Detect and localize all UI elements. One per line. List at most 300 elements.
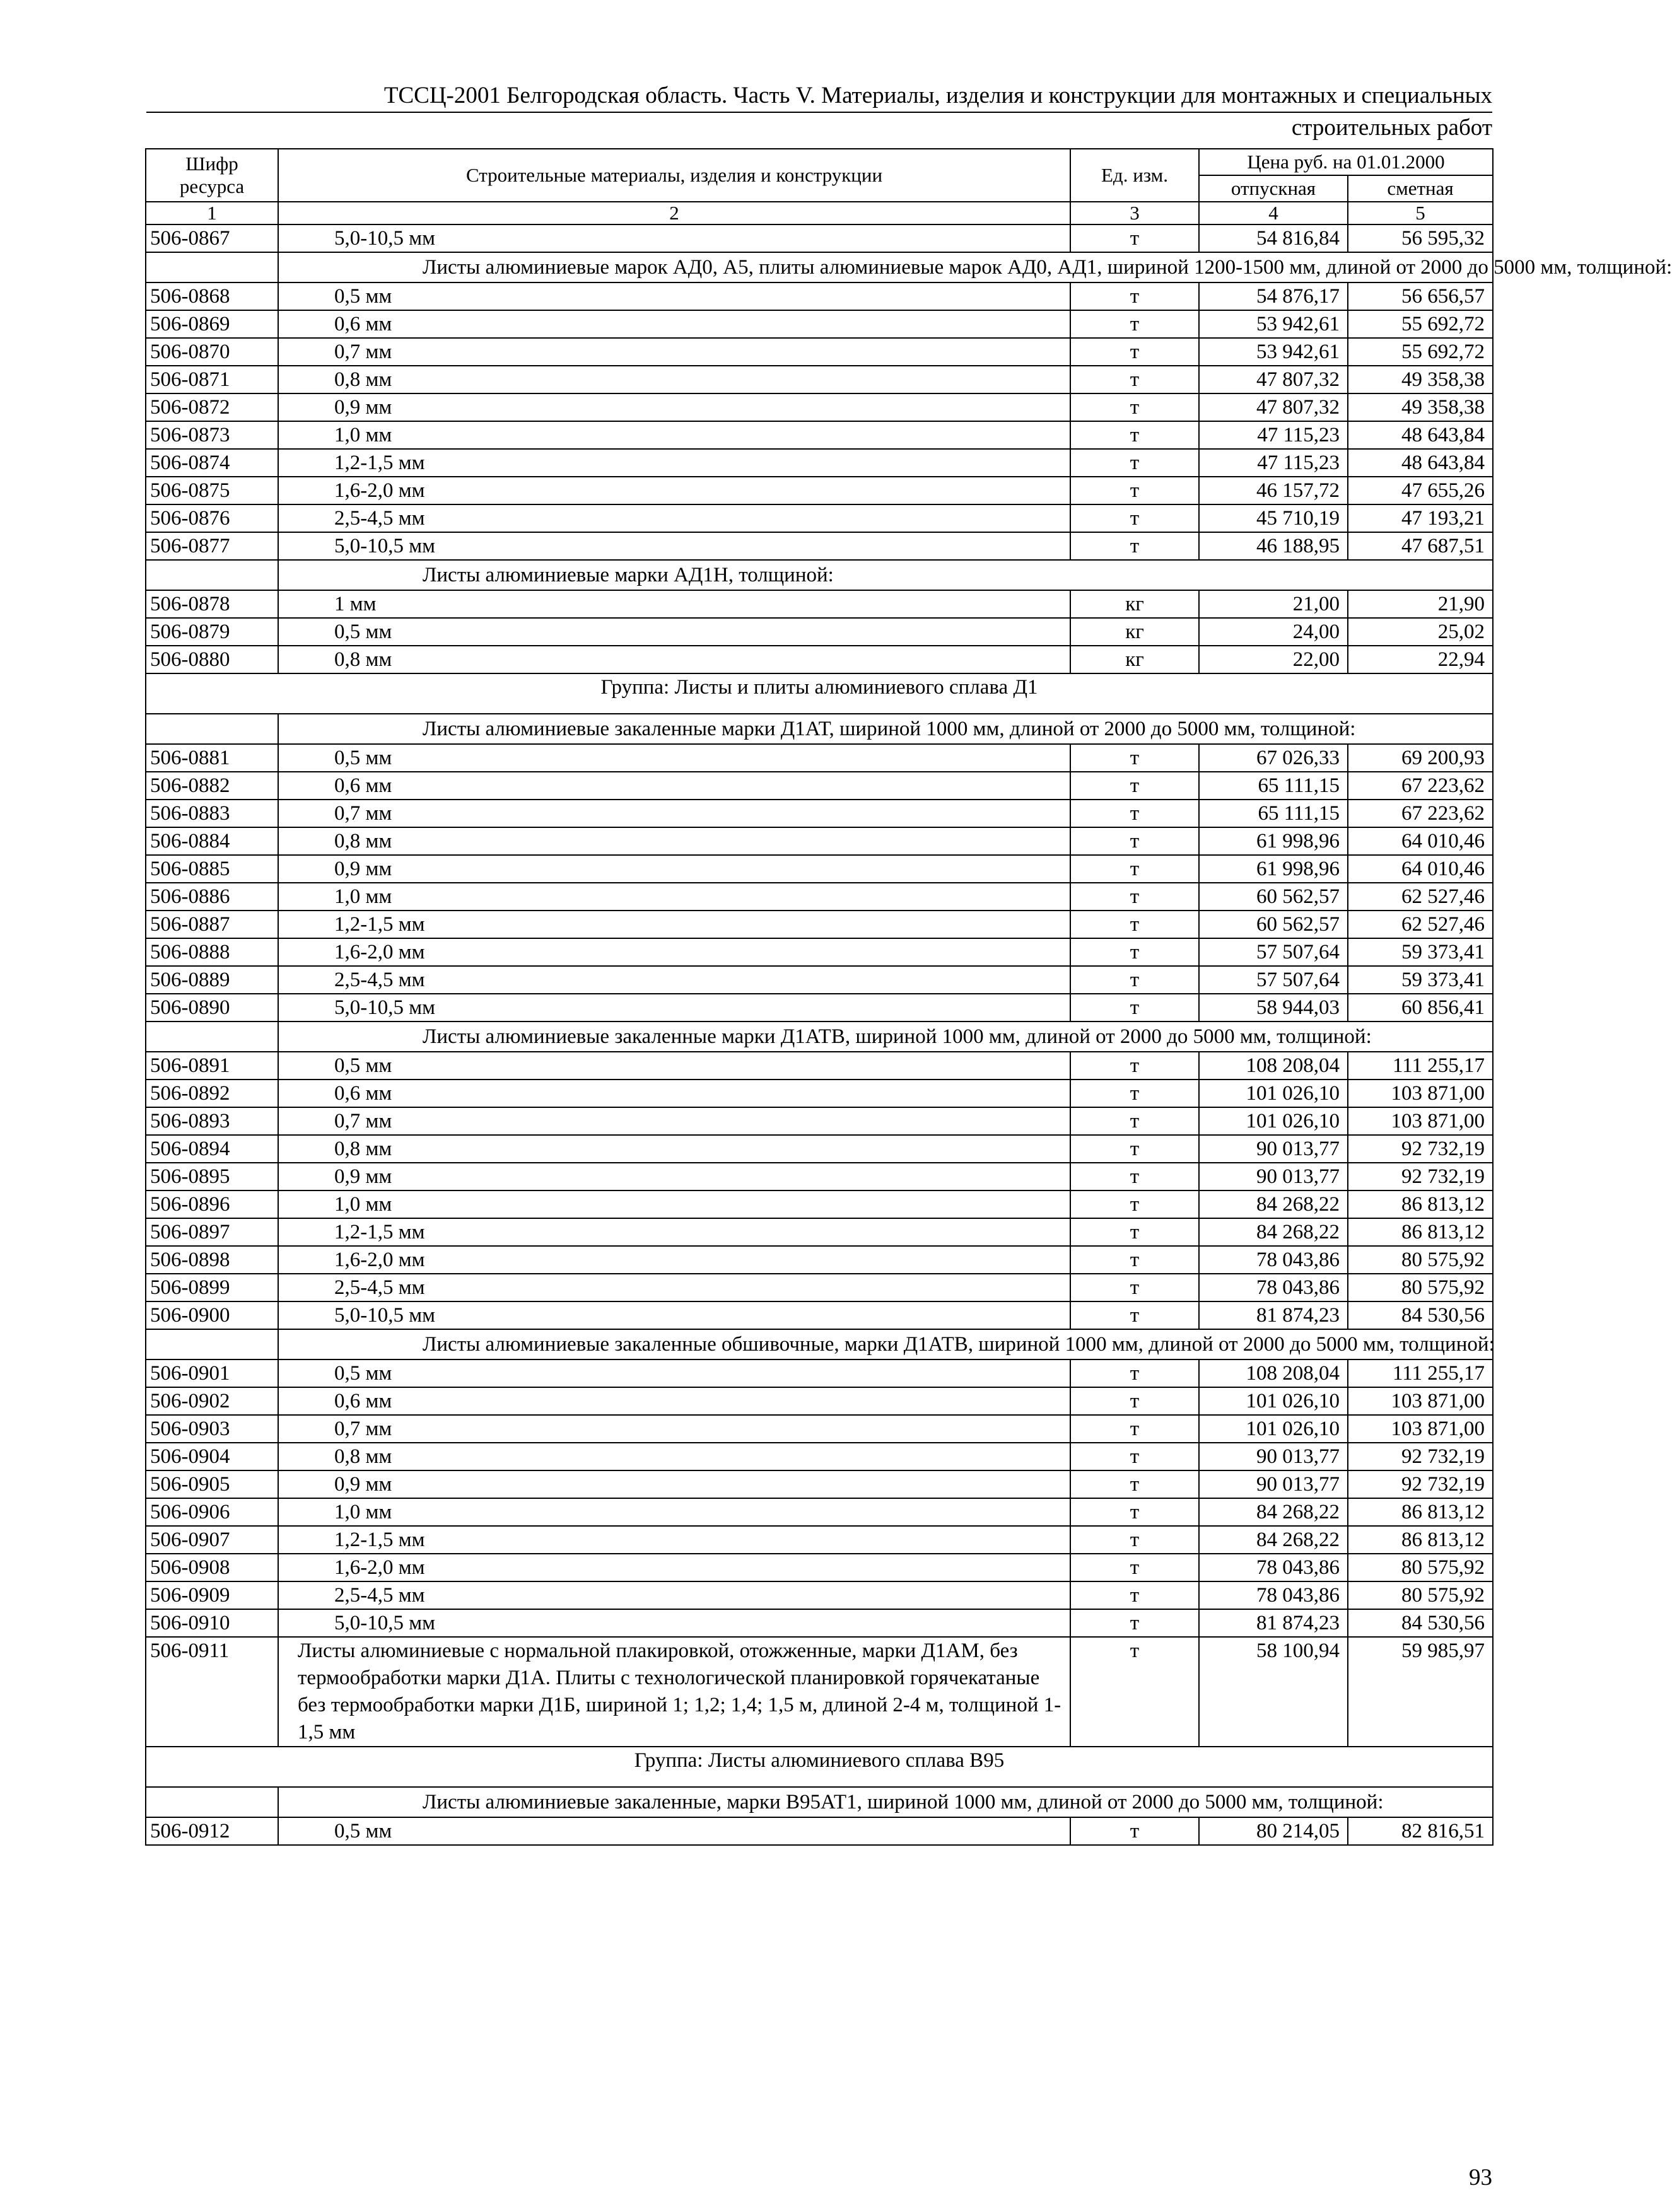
estimate-price: 56 656,57 bbox=[1348, 282, 1493, 310]
unit-of-measure: т bbox=[1070, 1246, 1199, 1274]
unit-of-measure: т bbox=[1070, 883, 1199, 911]
unit-of-measure: т bbox=[1070, 1359, 1199, 1387]
material-name: 0,6 мм bbox=[278, 1387, 1070, 1415]
resource-code: 506-0886 bbox=[146, 883, 278, 911]
section-heading: Листы алюминиевые марок АД0, А5, плиты алюминиевые марок АД0, АД1, шириной 1200-1500 мм, длиной от 2000 до 5000 мм, толщиной: bbox=[278, 252, 1493, 282]
release-price: 61 998,96 bbox=[1199, 855, 1348, 883]
estimate-price: 92 732,19 bbox=[1348, 1135, 1493, 1163]
estimate-price: 103 871,00 bbox=[1348, 1415, 1493, 1443]
resource-code: 506-0892 bbox=[146, 1080, 278, 1107]
release-price: 57 507,64 bbox=[1199, 938, 1348, 966]
resource-code: 506-0873 bbox=[146, 421, 278, 449]
table-row bbox=[146, 532, 1493, 560]
unit-of-measure: т bbox=[1070, 800, 1199, 827]
release-price: 53 942,61 bbox=[1199, 338, 1348, 366]
estimate-price: 103 871,00 bbox=[1348, 1387, 1493, 1415]
unit-of-measure: т bbox=[1070, 827, 1199, 855]
material-name: 0,8 мм bbox=[278, 1135, 1070, 1163]
resource-code: 506-0876 bbox=[146, 504, 278, 532]
material-name: 0,5 мм bbox=[278, 1359, 1070, 1387]
release-price: 90 013,77 bbox=[1199, 1443, 1348, 1470]
resource-code: 506-0880 bbox=[146, 646, 278, 673]
col-header-unit: Ед. изм. bbox=[1070, 149, 1199, 202]
unit-of-measure: т bbox=[1070, 1052, 1199, 1080]
col-number: 4 bbox=[1199, 202, 1348, 224]
table-row bbox=[146, 421, 1493, 449]
resource-code: 506-0879 bbox=[146, 618, 278, 646]
release-price: 65 111,15 bbox=[1199, 772, 1348, 800]
estimate-price: 92 732,19 bbox=[1348, 1470, 1493, 1498]
unit-of-measure: т bbox=[1070, 966, 1199, 994]
resource-code: 506-0881 bbox=[146, 744, 278, 772]
resource-code: 506-0874 bbox=[146, 449, 278, 477]
material-name: 1,2-1,5 мм bbox=[278, 1526, 1070, 1554]
section-heading: Листы алюминиевые закаленные марки Д1АТВ, шириной 1000 мм, длиной от 2000 до 5000 мм, толщиной: bbox=[278, 1022, 1493, 1052]
material-name: 0,5 мм bbox=[278, 744, 1070, 772]
resource-code: 506-0878 bbox=[146, 590, 278, 618]
unit-of-measure: т bbox=[1070, 282, 1199, 310]
col-number: 3 bbox=[1070, 202, 1199, 224]
release-price: 58 100,94 bbox=[1199, 1637, 1348, 1747]
table-row bbox=[146, 1526, 1493, 1554]
table-row bbox=[146, 646, 1493, 673]
release-price: 101 026,10 bbox=[1199, 1415, 1348, 1443]
unit-of-measure: т bbox=[1070, 911, 1199, 938]
unit-of-measure: т bbox=[1070, 1526, 1199, 1554]
resource-code: 506-0869 bbox=[146, 310, 278, 338]
table-row bbox=[146, 911, 1493, 938]
resource-code: 506-0888 bbox=[146, 938, 278, 966]
estimate-price: 84 530,56 bbox=[1348, 1301, 1493, 1329]
table-row bbox=[146, 393, 1493, 421]
table-row bbox=[146, 1817, 1493, 1845]
section-blank-cell bbox=[146, 560, 278, 590]
section-heading: Листы алюминиевые закаленные, марки В95АТ1, шириной 1000 мм, длиной от 2000 до 5000 мм, толщиной: bbox=[278, 1787, 1493, 1817]
unit-of-measure: т bbox=[1070, 421, 1199, 449]
resource-code: 506-0902 bbox=[146, 1387, 278, 1415]
table-row bbox=[146, 1052, 1493, 1080]
unit-of-measure: т bbox=[1070, 1190, 1199, 1218]
material-name: 1,6-2,0 мм bbox=[278, 477, 1070, 504]
table-row bbox=[146, 855, 1493, 883]
table-row bbox=[146, 1581, 1493, 1609]
material-name: 0,5 мм bbox=[278, 1817, 1070, 1845]
section-blank-cell bbox=[146, 1022, 278, 1052]
material-name: 0,9 мм bbox=[278, 1470, 1070, 1498]
resource-code: 506-0877 bbox=[146, 532, 278, 560]
material-name: 0,5 мм bbox=[278, 1052, 1070, 1080]
unit-of-measure: т bbox=[1070, 994, 1199, 1022]
estimate-price: 64 010,46 bbox=[1348, 855, 1493, 883]
section-blank-cell bbox=[146, 714, 278, 744]
table-row bbox=[146, 883, 1493, 911]
release-price: 58 944,03 bbox=[1199, 994, 1348, 1022]
resource-code: 506-0911 bbox=[146, 1637, 278, 1747]
release-price: 108 208,04 bbox=[1199, 1359, 1348, 1387]
estimate-price: 62 527,46 bbox=[1348, 883, 1493, 911]
unit-of-measure: т bbox=[1070, 1443, 1199, 1470]
release-price: 47 807,32 bbox=[1199, 366, 1348, 393]
material-name: 0,6 мм bbox=[278, 1080, 1070, 1107]
section-row bbox=[146, 1329, 1493, 1359]
table-row bbox=[146, 1301, 1493, 1329]
material-name: 2,5-4,5 мм bbox=[278, 966, 1070, 994]
material-name: 0,6 мм bbox=[278, 310, 1070, 338]
resource-code: 506-0895 bbox=[146, 1163, 278, 1190]
material-name: 0,8 мм bbox=[278, 827, 1070, 855]
estimate-price: 86 813,12 bbox=[1348, 1498, 1493, 1526]
material-name: 0,9 мм bbox=[278, 1163, 1070, 1190]
table-row bbox=[146, 366, 1493, 393]
material-name: 1,0 мм bbox=[278, 1190, 1070, 1218]
estimate-price: 67 223,62 bbox=[1348, 800, 1493, 827]
resource-code: 506-0896 bbox=[146, 1190, 278, 1218]
group-row bbox=[146, 1747, 1493, 1787]
table-row bbox=[146, 1274, 1493, 1301]
table-row bbox=[146, 994, 1493, 1022]
material-name: 0,7 мм bbox=[278, 338, 1070, 366]
unit-of-measure: т bbox=[1070, 393, 1199, 421]
table-row bbox=[146, 1107, 1493, 1135]
unit-of-measure: т bbox=[1070, 1135, 1199, 1163]
release-price: 81 874,23 bbox=[1199, 1609, 1348, 1637]
material-name: 1 мм bbox=[278, 590, 1070, 618]
table-row bbox=[146, 1135, 1493, 1163]
estimate-price: 49 358,38 bbox=[1348, 393, 1493, 421]
release-price: 45 710,19 bbox=[1199, 504, 1348, 532]
resource-code: 506-0907 bbox=[146, 1526, 278, 1554]
release-price: 54 876,17 bbox=[1199, 282, 1348, 310]
release-price: 101 026,10 bbox=[1199, 1080, 1348, 1107]
resource-code: 506-0908 bbox=[146, 1554, 278, 1581]
table-row bbox=[146, 224, 1493, 252]
unit-of-measure: т bbox=[1070, 338, 1199, 366]
col-number: 5 bbox=[1348, 202, 1493, 224]
material-name: 0,7 мм bbox=[278, 1107, 1070, 1135]
release-price: 84 268,22 bbox=[1199, 1190, 1348, 1218]
page-number: 93 bbox=[1469, 2165, 1492, 2191]
unit-of-measure: т bbox=[1070, 1387, 1199, 1415]
release-price: 57 507,64 bbox=[1199, 966, 1348, 994]
material-name: 5,0-10,5 мм bbox=[278, 532, 1070, 560]
estimate-price: 60 856,41 bbox=[1348, 994, 1493, 1022]
table-row bbox=[146, 282, 1493, 310]
release-price: 53 942,61 bbox=[1199, 310, 1348, 338]
release-price: 84 268,22 bbox=[1199, 1498, 1348, 1526]
unit-of-measure: т bbox=[1070, 1080, 1199, 1107]
table-row bbox=[146, 1637, 1493, 1747]
estimate-price: 56 595,32 bbox=[1348, 224, 1493, 252]
unit-of-measure: т bbox=[1070, 938, 1199, 966]
resource-code: 506-0904 bbox=[146, 1443, 278, 1470]
material-name: 0,8 мм bbox=[278, 366, 1070, 393]
unit-of-measure: т bbox=[1070, 1415, 1199, 1443]
section-heading: Листы алюминиевые закаленные обшивочные, марки Д1АТВ, шириной 1000 мм, длиной от 2000 до 5000 мм, толщиной: bbox=[278, 1329, 1493, 1359]
estimate-price: 69 200,93 bbox=[1348, 744, 1493, 772]
unit-of-measure: т bbox=[1070, 1498, 1199, 1526]
release-price: 78 043,86 bbox=[1199, 1581, 1348, 1609]
price-table bbox=[145, 148, 1672, 1846]
resource-code: 506-0894 bbox=[146, 1135, 278, 1163]
table-row bbox=[146, 772, 1493, 800]
release-price: 78 043,86 bbox=[1199, 1246, 1348, 1274]
estimate-price: 82 816,51 bbox=[1348, 1817, 1493, 1845]
estimate-price: 64 010,46 bbox=[1348, 827, 1493, 855]
estimate-price: 80 575,92 bbox=[1348, 1554, 1493, 1581]
col-header-name: Строительные материалы, изделия и конструкции bbox=[278, 149, 1070, 202]
estimate-price: 103 871,00 bbox=[1348, 1080, 1493, 1107]
unit-of-measure: т bbox=[1070, 1470, 1199, 1498]
unit-of-measure: кг bbox=[1070, 590, 1199, 618]
release-price: 81 874,23 bbox=[1199, 1301, 1348, 1329]
table-row bbox=[146, 1359, 1493, 1387]
unit-of-measure: т bbox=[1070, 224, 1199, 252]
material-name: 5,0-10,5 мм bbox=[278, 1301, 1070, 1329]
resource-code: 506-0884 bbox=[146, 827, 278, 855]
resource-code: 506-0868 bbox=[146, 282, 278, 310]
resource-code: 506-0889 bbox=[146, 966, 278, 994]
resource-code: 506-0901 bbox=[146, 1359, 278, 1387]
release-price: 78 043,86 bbox=[1199, 1274, 1348, 1301]
material-name: 1,6-2,0 мм bbox=[278, 1246, 1070, 1274]
estimate-price: 48 643,84 bbox=[1348, 421, 1493, 449]
release-price: 101 026,10 bbox=[1199, 1387, 1348, 1415]
unit-of-measure: т bbox=[1070, 1218, 1199, 1246]
unit-of-measure: т bbox=[1070, 532, 1199, 560]
material-name: 5,0-10,5 мм bbox=[278, 224, 1070, 252]
group-heading: Группа: Листы и плиты алюминиевого сплава Д1 bbox=[146, 673, 1493, 714]
col-number: 1 bbox=[146, 202, 278, 224]
col-number: 2 bbox=[278, 202, 1070, 224]
release-price: 67 026,33 bbox=[1199, 744, 1348, 772]
release-price: 46 188,95 bbox=[1199, 532, 1348, 560]
unit-of-measure: кг bbox=[1070, 646, 1199, 673]
unit-of-measure: т bbox=[1070, 310, 1199, 338]
table-row bbox=[146, 590, 1493, 618]
release-price: 24,00 bbox=[1199, 618, 1348, 646]
table-row bbox=[146, 1498, 1493, 1526]
release-price: 90 013,77 bbox=[1199, 1163, 1348, 1190]
release-price: 65 111,15 bbox=[1199, 800, 1348, 827]
table-row bbox=[146, 449, 1493, 477]
unit-of-measure: т bbox=[1070, 477, 1199, 504]
table-row bbox=[146, 1387, 1493, 1415]
table-row bbox=[146, 800, 1493, 827]
resource-code: 506-0882 bbox=[146, 772, 278, 800]
unit-of-measure: т bbox=[1070, 1274, 1199, 1301]
resource-code: 506-0897 bbox=[146, 1218, 278, 1246]
section-row bbox=[146, 1787, 1493, 1817]
material-name: 1,0 мм bbox=[278, 1498, 1070, 1526]
resource-code: 506-0871 bbox=[146, 366, 278, 393]
material-name: 0,8 мм bbox=[278, 646, 1070, 673]
resource-code: 506-0900 bbox=[146, 1301, 278, 1329]
table-row bbox=[146, 1246, 1493, 1274]
release-price: 47 807,32 bbox=[1199, 393, 1348, 421]
estimate-price: 55 692,72 bbox=[1348, 338, 1493, 366]
unit-of-measure: т bbox=[1070, 504, 1199, 532]
table-row bbox=[146, 827, 1493, 855]
resource-code: 506-0906 bbox=[146, 1498, 278, 1526]
estimate-price: 59 985,97 bbox=[1348, 1637, 1493, 1747]
release-price: 47 115,23 bbox=[1199, 449, 1348, 477]
resource-code: 506-0887 bbox=[146, 911, 278, 938]
resource-code: 506-0909 bbox=[146, 1581, 278, 1609]
estimate-price: 86 813,12 bbox=[1348, 1190, 1493, 1218]
unit-of-measure: т bbox=[1070, 1107, 1199, 1135]
resource-code: 506-0867 bbox=[146, 224, 278, 252]
table-row bbox=[146, 1190, 1493, 1218]
table-row bbox=[146, 1415, 1493, 1443]
release-price: 90 013,77 bbox=[1199, 1470, 1348, 1498]
table-row bbox=[146, 1470, 1493, 1498]
material-name: 1,0 мм bbox=[278, 883, 1070, 911]
estimate-price: 111 255,17 bbox=[1348, 1359, 1493, 1387]
release-price: 108 208,04 bbox=[1199, 1052, 1348, 1080]
page-header bbox=[146, 81, 1492, 143]
table-body bbox=[146, 224, 1672, 1845]
table-row bbox=[146, 310, 1493, 338]
table-row bbox=[146, 477, 1493, 504]
material-name: 0,5 мм bbox=[278, 618, 1070, 646]
col-header-release: отпускная bbox=[1199, 175, 1348, 202]
col-header-price: Цена руб. на 01.01.2000 bbox=[1199, 149, 1493, 175]
table-row bbox=[146, 504, 1493, 532]
table-row bbox=[146, 618, 1493, 646]
table-row bbox=[146, 1218, 1493, 1246]
estimate-price: 103 871,00 bbox=[1348, 1107, 1493, 1135]
col-header-estimate: сметная bbox=[1348, 175, 1493, 202]
material-name: 1,6-2,0 мм bbox=[278, 938, 1070, 966]
estimate-price: 48 643,84 bbox=[1348, 449, 1493, 477]
material-name: 1,2-1,5 мм bbox=[278, 449, 1070, 477]
estimate-price: 59 373,41 bbox=[1348, 966, 1493, 994]
unit-of-measure: т bbox=[1070, 1581, 1199, 1609]
unit-of-measure: т bbox=[1070, 772, 1199, 800]
resource-code: 506-0898 bbox=[146, 1246, 278, 1274]
release-price: 78 043,86 bbox=[1199, 1554, 1348, 1581]
material-name: 0,9 мм bbox=[278, 393, 1070, 421]
material-name: 0,5 мм bbox=[278, 282, 1070, 310]
group-row bbox=[146, 673, 1493, 714]
release-price: 84 268,22 bbox=[1199, 1218, 1348, 1246]
unit-of-measure: т bbox=[1070, 855, 1199, 883]
material-name: 1,2-1,5 мм bbox=[278, 911, 1070, 938]
unit-of-measure: т bbox=[1070, 744, 1199, 772]
release-price: 54 816,84 bbox=[1199, 224, 1348, 252]
material-name: 0,7 мм bbox=[278, 800, 1070, 827]
estimate-price: 80 575,92 bbox=[1348, 1581, 1493, 1609]
table-row bbox=[146, 1554, 1493, 1581]
table-row bbox=[146, 1443, 1493, 1470]
table-row bbox=[146, 938, 1493, 966]
resource-code: 506-0875 bbox=[146, 477, 278, 504]
release-price: 21,00 bbox=[1199, 590, 1348, 618]
resource-code: 506-0891 bbox=[146, 1052, 278, 1080]
unit-of-measure: т bbox=[1070, 1163, 1199, 1190]
release-price: 60 562,57 bbox=[1199, 911, 1348, 938]
header-title-line2: строительных работ bbox=[1291, 115, 1492, 141]
material-name: 5,0-10,5 мм bbox=[278, 994, 1070, 1022]
release-price: 60 562,57 bbox=[1199, 883, 1348, 911]
section-heading: Листы алюминиевые закаленные марки Д1АТ, шириной 1000 мм, длиной от 2000 до 5000 мм, толщиной: bbox=[278, 714, 1493, 744]
resource-code: 506-0890 bbox=[146, 994, 278, 1022]
material-name: 0,6 мм bbox=[278, 772, 1070, 800]
estimate-price: 67 223,62 bbox=[1348, 772, 1493, 800]
estimate-price: 55 692,72 bbox=[1348, 310, 1493, 338]
estimate-price: 59 373,41 bbox=[1348, 938, 1493, 966]
release-price: 61 998,96 bbox=[1199, 827, 1348, 855]
section-blank-cell bbox=[146, 1329, 278, 1359]
estimate-price: 49 358,38 bbox=[1348, 366, 1493, 393]
estimate-price: 80 575,92 bbox=[1348, 1246, 1493, 1274]
estimate-price: 47 193,21 bbox=[1348, 504, 1493, 532]
release-price: 22,00 bbox=[1199, 646, 1348, 673]
unit-of-measure: т bbox=[1070, 1817, 1199, 1845]
unit-of-measure: т bbox=[1070, 1609, 1199, 1637]
resource-code: 506-0893 bbox=[146, 1107, 278, 1135]
material-name: 1,0 мм bbox=[278, 421, 1070, 449]
estimate-price: 47 687,51 bbox=[1348, 532, 1493, 560]
material-name: 0,8 мм bbox=[278, 1443, 1070, 1470]
release-price: 101 026,10 bbox=[1199, 1107, 1348, 1135]
table-row bbox=[146, 744, 1493, 772]
group-heading: Группа: Листы алюминиевого сплава В95 bbox=[146, 1747, 1493, 1787]
estimate-price: 84 530,56 bbox=[1348, 1609, 1493, 1637]
section-blank-cell bbox=[146, 252, 278, 282]
estimate-price: 92 732,19 bbox=[1348, 1163, 1493, 1190]
estimate-price: 86 813,12 bbox=[1348, 1218, 1493, 1246]
resource-code: 506-0899 bbox=[146, 1274, 278, 1301]
section-row bbox=[146, 252, 1493, 282]
section-row bbox=[146, 1022, 1493, 1052]
table-row bbox=[146, 1080, 1493, 1107]
material-name: 2,5-4,5 мм bbox=[278, 504, 1070, 532]
unit-of-measure: т bbox=[1070, 1554, 1199, 1581]
estimate-price: 47 655,26 bbox=[1348, 477, 1493, 504]
section-heading: Листы алюминиевые марки АД1Н, толщиной: bbox=[278, 560, 1493, 590]
material-name: 2,5-4,5 мм bbox=[278, 1581, 1070, 1609]
estimate-price: 22,94 bbox=[1348, 646, 1493, 673]
resource-code: 506-0883 bbox=[146, 800, 278, 827]
estimate-price: 25,02 bbox=[1348, 618, 1493, 646]
table-row bbox=[146, 966, 1493, 994]
material-name: 5,0-10,5 мм bbox=[278, 1609, 1070, 1637]
unit-of-measure: т bbox=[1070, 449, 1199, 477]
header-title-line1: ТССЦ-2001 Белгородская область. Часть V. Материалы, изделия и конструкции для монтажных и специальных bbox=[146, 81, 1492, 113]
col-header-code: Шифр ресурса bbox=[146, 149, 278, 202]
release-price: 84 268,22 bbox=[1199, 1526, 1348, 1554]
resource-code: 506-0912 bbox=[146, 1817, 278, 1845]
resource-code: 506-0905 bbox=[146, 1470, 278, 1498]
estimate-price: 62 527,46 bbox=[1348, 911, 1493, 938]
unit-of-measure: т bbox=[1070, 1637, 1199, 1747]
material-name: Листы алюминиевые с нормальной плакировкой, отожженные, марки Д1АМ, без термообработки марки Д1А. Плиты с технологической планировкой горячекатаные без термообработки марки Д1Б, шириной 1; 1,2; 1,4; 1,5 м, длиной 2-4 м, толщиной 1-1,5 мм bbox=[278, 1637, 1070, 1747]
material-name: 0,9 мм bbox=[278, 855, 1070, 883]
table-row bbox=[146, 338, 1493, 366]
unit-of-measure: т bbox=[1070, 1301, 1199, 1329]
material-name: 0,7 мм bbox=[278, 1415, 1070, 1443]
unit-of-measure: т bbox=[1070, 366, 1199, 393]
material-name: 1,2-1,5 мм bbox=[278, 1218, 1070, 1246]
resource-code: 506-0885 bbox=[146, 855, 278, 883]
release-price: 47 115,23 bbox=[1199, 421, 1348, 449]
section-row bbox=[146, 714, 1493, 744]
unit-of-measure: кг bbox=[1070, 618, 1199, 646]
resource-code: 506-0872 bbox=[146, 393, 278, 421]
resource-code: 506-0910 bbox=[146, 1609, 278, 1637]
resource-code: 506-0870 bbox=[146, 338, 278, 366]
